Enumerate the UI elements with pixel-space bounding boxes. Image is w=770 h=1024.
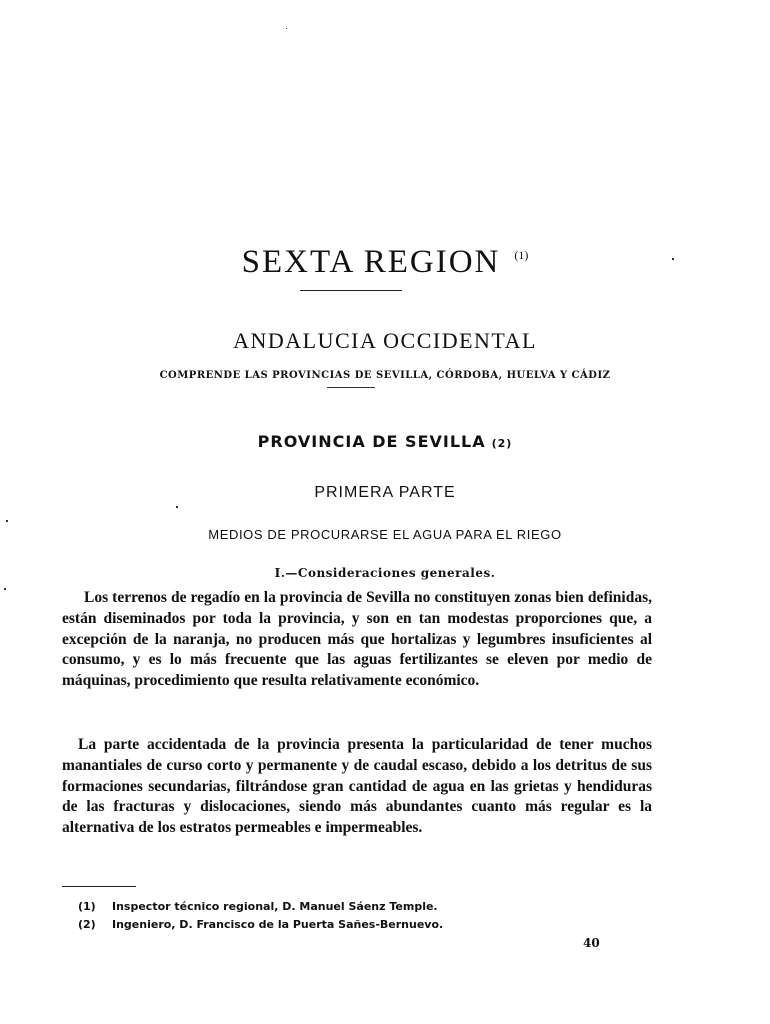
title-footnote-marker: (1) xyxy=(514,248,529,262)
region-subheading: COMPRENDE LAS PROVINCIAS DE SEVILLA, CÓRDOBA, HUELVA Y CÁDIZ xyxy=(159,370,611,381)
body-paragraph-1: Los terrenos de regadío en la provincia de Sevilla no constituyen zonas bien definidas, están diseminados por toda la provincia, y son en tan modestas proporciones que, a excepción de la naranja, no producen más que hortalizas y legumbres insuficientes al consumo, y es lo más frecuente que las aguas fertilizantes se eleven por medio de máquinas, procedimiento que resulta relativamente económico. xyxy=(62,589,652,690)
footnote-1-number: (1) xyxy=(78,900,96,913)
footnote-2 xyxy=(78,918,658,931)
footnote-2-number: (2) xyxy=(78,918,96,931)
part-heading: PRIMERA PARTE xyxy=(314,484,456,501)
province-name: PROVINCIA DE SEVILLA xyxy=(257,432,486,451)
page-title xyxy=(0,244,770,281)
page-number: 40 xyxy=(583,936,600,950)
body-paragraph-2: La parte accidentada de la provincia presenta la particularidad de tener muchos manantiales de curso corto y permanente y de caudal escaso, debido a los detritus de sus formaciones secundarias, filtrándose gran cantidad de agua en las grietas y hendiduras de las fracturas y dislocaciones, siendo más abundantes cuanto más regular es la alternativa de los estratos permeables e impermeables. xyxy=(62,736,652,837)
scan-speck xyxy=(4,588,6,590)
footnote-divider xyxy=(62,886,136,887)
footnote-2-text: Ingeniero, D. Francisco de la Puerta Sañes-Bernuevo. xyxy=(112,918,444,931)
province-heading xyxy=(0,432,770,451)
scan-speck xyxy=(176,506,178,508)
section-heading: I.—Consideraciones generales. xyxy=(274,566,496,580)
region-divider xyxy=(327,387,375,388)
title-text: SEXTA REGION xyxy=(241,244,501,280)
scan-speck xyxy=(6,520,8,522)
part-subtitle: MEDIOS DE PROCURARSE EL AGUA PARA EL RIEGO xyxy=(208,527,562,542)
region-heading: ANDALUCIA OCCIDENTAL xyxy=(233,328,537,353)
footnote-1-text: Inspector técnico regional, D. Manuel Sáenz Temple. xyxy=(112,900,438,913)
footnote-1 xyxy=(78,900,658,913)
province-footnote-marker: (2) xyxy=(491,437,513,450)
scan-speck xyxy=(672,258,674,260)
scan-speck xyxy=(286,28,287,29)
title-divider xyxy=(300,290,402,291)
